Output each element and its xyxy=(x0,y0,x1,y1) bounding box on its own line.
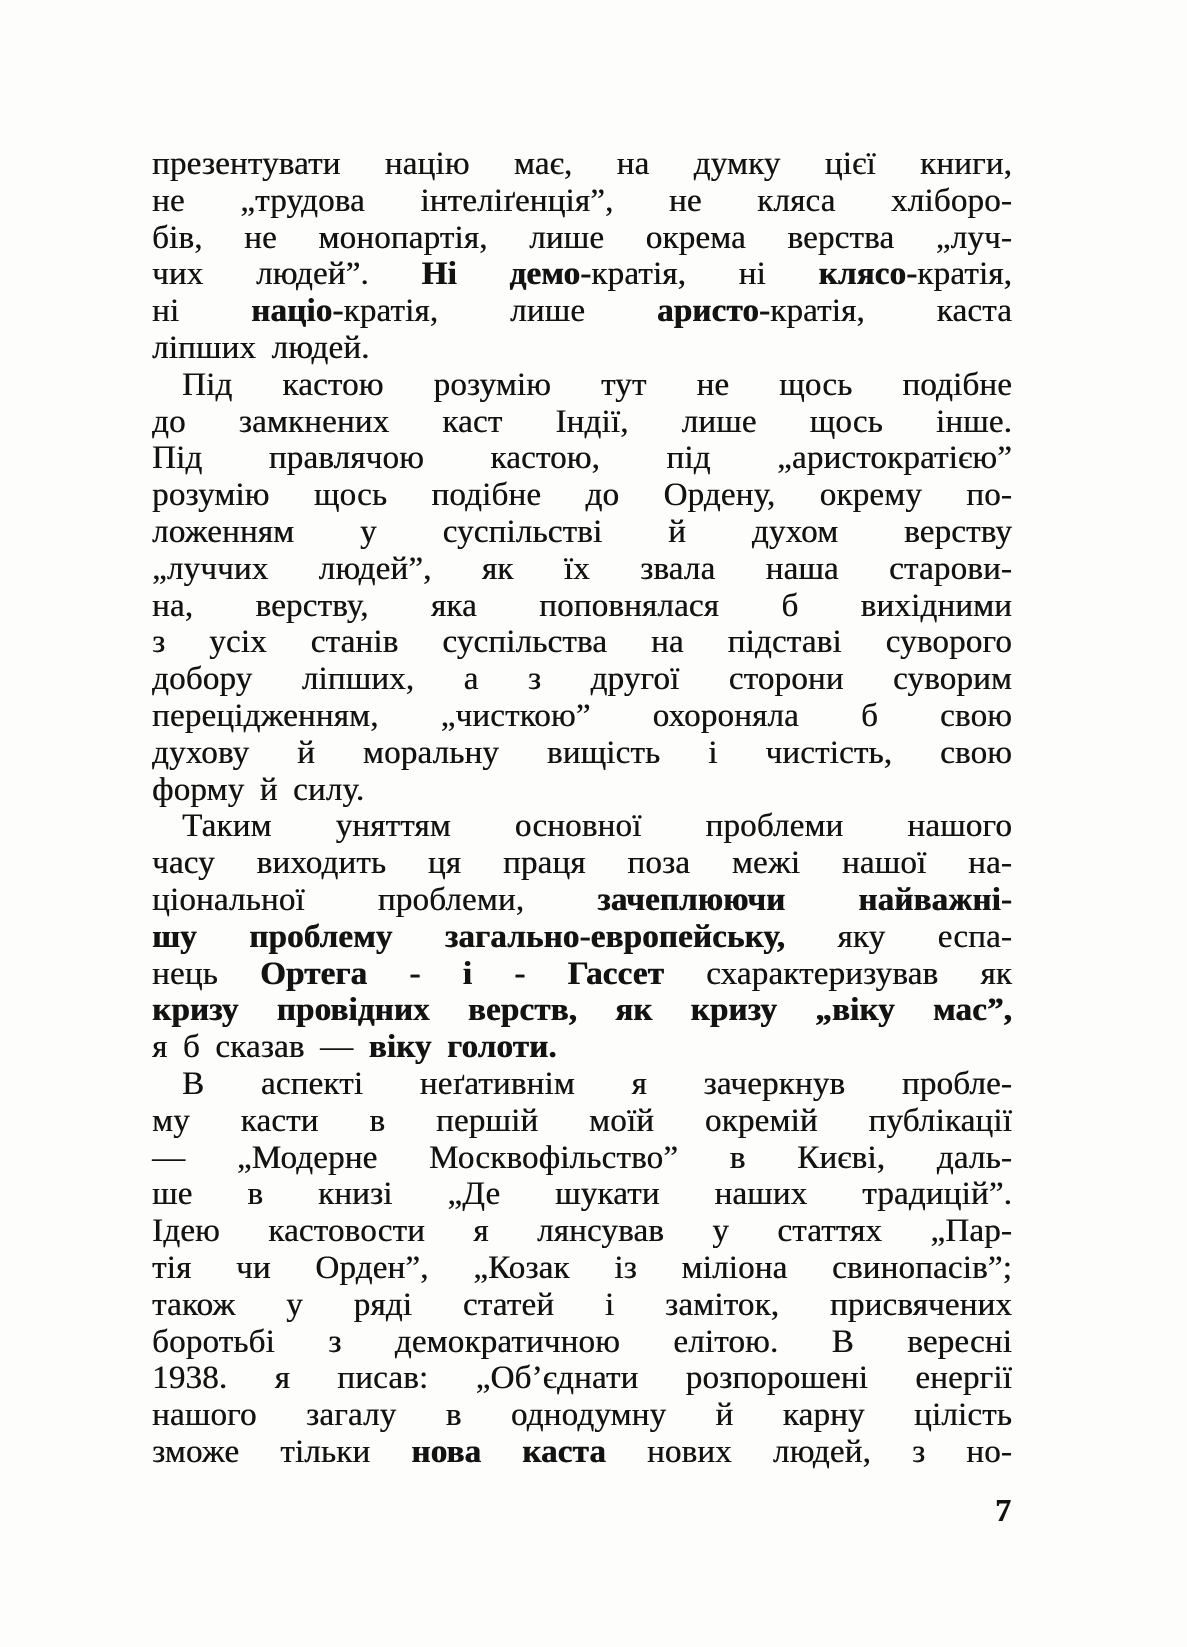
text-line: не „трудова інтеліґенція”, не кляса хліборо- xyxy=(152,182,1012,219)
text-line: му касти в першій моїй окремій публікації xyxy=(152,1102,1012,1139)
text-line: „луччих людей”, як їх звала наша старови- xyxy=(152,550,1012,587)
text-line: нашого загалу в однодумну й карну цілість xyxy=(152,1397,1012,1434)
text-line: нець Ортега - і - Гассет схарактеризував як xyxy=(152,955,1012,992)
text-line: ні націо-кратія, лише аристо-кратія, каста xyxy=(152,293,1012,330)
text-line: перецідженням, „чисткою” охороняла б свою xyxy=(152,697,1012,734)
text-line: до замкнених каст Індії, лише щось інше. xyxy=(152,403,1012,440)
text-line: Таким уняттям основної проблеми нашого xyxy=(182,808,1012,845)
text-line: на, верству, яка поповнялася б вихідними xyxy=(152,587,1012,624)
paragraph xyxy=(152,808,1012,1066)
text-line: ложенням у суспільстві й духом верству xyxy=(152,513,1012,550)
text-line: я б сказав — віку голоти. xyxy=(152,1029,557,1066)
text-line: 1938. я писав: „Об’єднати розпорошені енергії xyxy=(152,1360,1012,1397)
text-line: тія чи Орден”, „Козак із міліона свинопасів”; xyxy=(152,1249,1012,1286)
text-line: часу виходить ця праця поза межі нашої на- xyxy=(152,845,1012,882)
text-line: В аспекті неґативнім я зачеркнув пробле- xyxy=(182,1065,1012,1102)
text-line: ше в книзі „Де шукати наших традицій”. xyxy=(152,1176,1012,1213)
paragraph xyxy=(152,1066,1012,1471)
text-line: ціональної проблеми, зачеплюючи найважні- xyxy=(152,881,1012,918)
text-line: зможе тільки нова каста нових людей, з но- xyxy=(152,1433,1012,1470)
text-line: ліпших людей. xyxy=(152,329,370,366)
text-line: Під правлячою кастою, під „аристократією” xyxy=(152,440,1012,477)
text-line: добору ліпших, а з другої сторони суворим xyxy=(152,661,1012,698)
paragraph xyxy=(152,146,1012,367)
paragraph xyxy=(152,367,1012,809)
text-line: також у ряді статей і заміток, присвячених xyxy=(152,1286,1012,1323)
text-line: Під кастою розумію тут не щось подібне xyxy=(182,366,1012,403)
text-line: — „Модерне Москвофільство” в Києві, даль- xyxy=(152,1139,1012,1176)
text-line: Ідею кастовости я лянсував у статтях „Пар- xyxy=(152,1213,1012,1250)
text-line: розумію щось подібне до Ордену, окрему по- xyxy=(152,477,1012,514)
page-number: 7 xyxy=(995,1492,1011,1528)
page-text-block xyxy=(152,146,1012,1471)
text-line: чих людей”. Ні демо-кратія, ні клясо-кратія, xyxy=(152,256,1013,293)
text-line: бів, не монопартія, лише окрема верства „луч- xyxy=(152,219,1012,256)
text-line: шу проблему загально-европейську, яку еспа- xyxy=(152,918,1012,955)
text-line: форму й силу. xyxy=(152,771,365,808)
text-line: з усіх станів суспільства на підставі суворого xyxy=(152,624,1012,661)
text-line: боротьбі з демократичною елітою. В вересні xyxy=(152,1323,1012,1360)
text-line: презентувати націю має, на думку цієї книги, xyxy=(152,146,1012,182)
text-line: кризу провідних верств, як кризу „віку мас”, xyxy=(152,992,1012,1029)
text-line: духову й моральну вищість і чистість, свою xyxy=(152,734,1012,771)
